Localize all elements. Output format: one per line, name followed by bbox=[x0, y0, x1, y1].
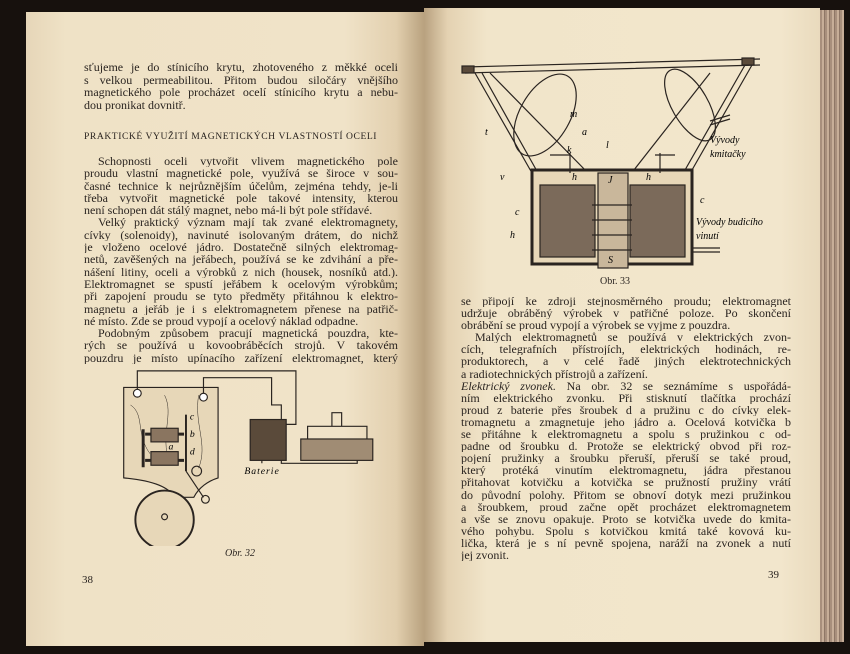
figure-caption: Obr. 32 bbox=[225, 548, 256, 559]
text-line: dou pronikat dovnitř. bbox=[84, 98, 186, 112]
text-line: Elektromagnet se spustí jeřábem k ocelovým výrobkům; bbox=[84, 277, 398, 291]
label-leads-voice-2: kmitačky bbox=[710, 149, 746, 160]
text-line: Podobným způsobem pracují magnetická pouzdra, kte- bbox=[98, 327, 398, 340]
intro-paragraph bbox=[84, 61, 398, 111]
label-c-left: c bbox=[515, 207, 520, 218]
label-leads-voice-1: Vývody bbox=[710, 135, 740, 146]
text-line: jej zvonit. bbox=[461, 548, 509, 562]
text-line: ním elektrického zvonku. Při stisknutí tlačítka prochází bbox=[461, 391, 791, 404]
page-number: 39 bbox=[768, 569, 779, 581]
text-line: cívky (solenoidy), navinuté isolovaným drátem, do nichž bbox=[84, 228, 398, 242]
italic-lead: Elektrický zvonek. bbox=[461, 379, 556, 392]
page-number: 38 bbox=[82, 574, 93, 586]
label-battery: Baterie bbox=[244, 466, 280, 477]
text-line: který protéká vinutím elektromagnetu, jádra přestanou bbox=[461, 464, 791, 477]
text-line: lička, která je s ní pevně spojena, naráží na zvonek a nutí bbox=[461, 536, 791, 549]
text-line: a vše se znovu opakuje. Proto se kotvička uvede do kmita- bbox=[461, 512, 791, 525]
text-line: přitahovat kotvičku a kotvička se pružností pružiny vrátí bbox=[461, 476, 791, 489]
text-line: tromagnetu a zmagnetuje jeho jádro a. Ocelová kotvička b bbox=[461, 415, 791, 429]
label-c-right: c bbox=[700, 195, 705, 206]
text-line: Velký praktický význam mají tak zvané elektromagnety, bbox=[98, 216, 398, 229]
label-a: a bbox=[168, 441, 174, 453]
text-line: magnetu a jeřáb je i s elektromagnetem přenese na patřič- bbox=[84, 302, 398, 315]
text-line: při zapojení proudu se tyto předměty přitáhnou k elektro- bbox=[84, 290, 398, 303]
text-line: padne od šroubku d. Protože se elektrický obvod při roz- bbox=[461, 440, 791, 453]
text-line: produktorech, a v celé řadě jiných elektrotechnických bbox=[461, 355, 791, 368]
label-h-outer: h bbox=[510, 230, 515, 241]
text-line: udržuje obráběný výrobek v patřičné poloze. Po skončení bbox=[461, 307, 791, 320]
label-k: k bbox=[567, 145, 572, 156]
page-edges bbox=[820, 10, 844, 642]
body-text bbox=[84, 155, 398, 364]
label-d: d bbox=[189, 446, 195, 458]
label-h-right: h bbox=[646, 172, 651, 183]
label-b: b bbox=[189, 429, 195, 441]
text-line: sťujeme je do stínicího krytu, zhotoveného z měkké oceli bbox=[84, 61, 398, 74]
label-v: v bbox=[500, 172, 505, 183]
body-text bbox=[461, 295, 791, 561]
text-line: nášení litiny, oceli a výrobků z nich (housek, nosníků atd.). bbox=[84, 265, 398, 278]
text-line: a šroubkem, proud začne opět procházet elektromagnetem bbox=[461, 500, 791, 513]
text-line: proudu vlastní magnetické pole, využívá se široce v sou- bbox=[84, 167, 398, 180]
text-line: obrábění se proud vypojí a výrobek se vyjme z pouzdra. bbox=[461, 319, 731, 332]
figure-caption: Obr. 33 bbox=[600, 276, 630, 287]
loudspeaker-diagram bbox=[460, 55, 800, 275]
text-line: rých se používá u kovoobráběcích strojů. V takovém bbox=[84, 339, 398, 352]
label-t: t bbox=[485, 127, 488, 138]
label-m: m bbox=[570, 109, 578, 120]
label-leads-field-1: Vývody budicího bbox=[696, 217, 763, 228]
text-line: Malých elektromagnetů se používá v elektrických zvon- bbox=[475, 331, 791, 344]
label-leads-field-2: vinutí bbox=[696, 231, 719, 242]
text-line: proud z baterie přes šroubek d a pružinu c do cívky elek- bbox=[461, 403, 791, 416]
text-line: není schopen dát stálý magnet, nebo má-li být pole střídavé. bbox=[84, 204, 373, 217]
text-line: magnetického pole procházet ocelí stínicího krytu a nebu- bbox=[84, 86, 398, 99]
label-l: l bbox=[606, 140, 609, 151]
text-line: se přitáhne k elektromagnetu a spolu s pružinkou c od- bbox=[461, 428, 791, 441]
text-line: vého pohybu. Spolu s kotvičkou kmitá také kovová ku- bbox=[461, 524, 791, 537]
label-j: J bbox=[608, 175, 613, 186]
text-line: né místo. Zde se proud vypojí a ocelový náklad odpadne. bbox=[84, 314, 359, 328]
text-line: pouzdru je místo upínacího zařízení elektromagnet, který bbox=[84, 351, 398, 365]
text-line: netů, zavěšených na jeřábech, používá se ke zdvihání a pře- bbox=[84, 253, 398, 266]
text-line: do původní polohy. Přitom se obnoví dotyk mezi pružinkou bbox=[461, 488, 791, 501]
text-fragment: Na obr. 32 se seznámíme s uspořádá- bbox=[566, 379, 791, 392]
text-line: a radiotechnických přístrojů a zařízení. bbox=[461, 367, 648, 380]
text-line: se připojí ke zdroji stejnosměrného proudu; elektromagnet bbox=[461, 295, 791, 308]
text-line: časné technice k nejrůznějším účelům, zejména tehdy, je-li bbox=[84, 179, 398, 192]
label-a: a bbox=[582, 127, 587, 138]
text-line: cích, telegrafních přístrojích, elektrických hodinách, re- bbox=[461, 343, 791, 356]
label-c: c bbox=[189, 411, 195, 423]
text-line: s velkou permeabilitou. Přitom budou siločáry vnějšího bbox=[84, 73, 398, 87]
label-s: S bbox=[608, 255, 613, 266]
section-heading: PRAKTICKÉ VYUŽITÍ MAGNETICKÝCH VLASTNOSTÍ OCELI bbox=[84, 131, 378, 142]
label-h-left: h bbox=[572, 172, 577, 183]
text-line: Schopnosti oceli vytvořit vlivem magnetického pole bbox=[98, 155, 398, 168]
electric-bell-diagram bbox=[112, 366, 402, 546]
text-line: pojení pružinky a šroubku přeruší, přeruší se také proud, bbox=[461, 452, 791, 465]
text-line: třeba vytvořit magnetické pole takové intensity, kterou bbox=[84, 191, 398, 205]
text-line: je vloženo ocelové jádro. Dostatečně silných elektromag- bbox=[84, 241, 398, 254]
text-line bbox=[461, 380, 791, 392]
